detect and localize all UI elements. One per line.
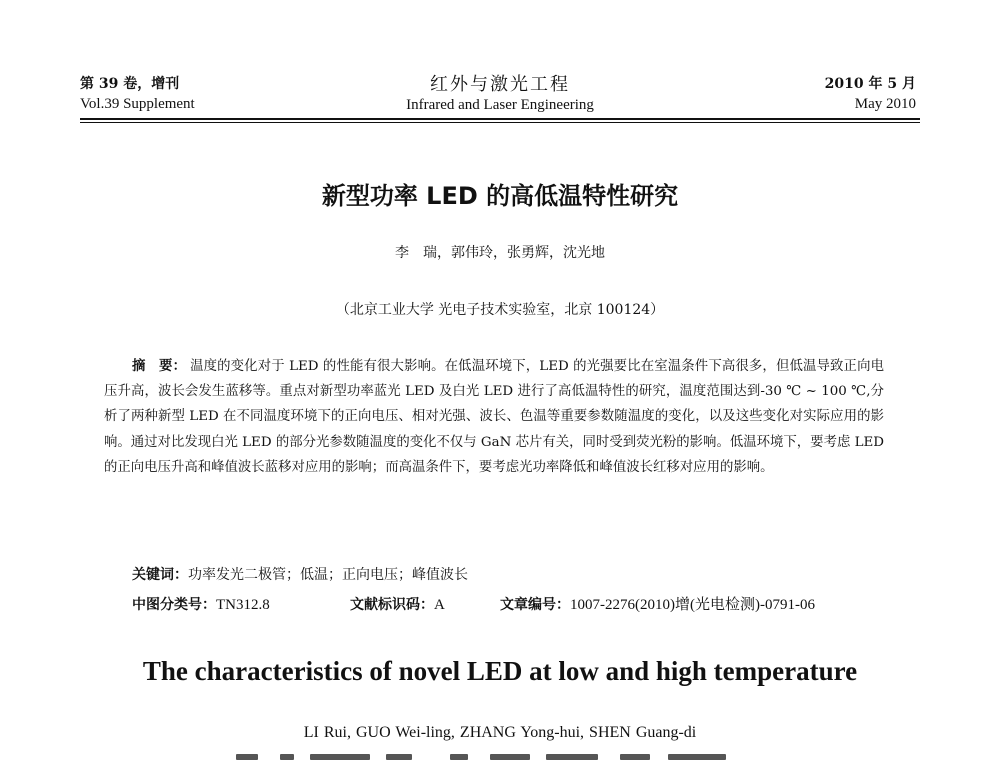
abstract-cn <box>104 354 884 480</box>
keywords-label: 关键词： <box>132 567 188 583</box>
abstract-label: 摘 要： <box>132 359 187 374</box>
journal-header-right <box>825 74 916 114</box>
issue-date-en: May 2010 <box>854 96 916 112</box>
classification-line <box>132 593 892 614</box>
journal-name-cn: 红外与激光工程 <box>430 74 570 95</box>
header-rule-thin <box>80 122 920 123</box>
authors-en: LI Rui, GUO Wei-ling, ZHANG Yong-hui, SHEN Guang-di <box>303 724 697 741</box>
article-no-label: 文章编号： <box>500 597 570 613</box>
volume-cn: 第 39 卷，增刊 <box>80 76 180 92</box>
journal-name-en: Infrared and Laser Engineering <box>406 97 594 113</box>
clc-value: TN312.8 <box>216 597 270 613</box>
paper-title-en: The characteristics of novel LED at low and high temperature <box>142 656 858 686</box>
abstract-text: 温度的变化对于 LED 的性能有很大影响。在低温环境下，LED 的光强要比在室温条件下高很多，但低温导致正向电压升高，波长会发生蓝移等。重点对新型功率蓝光 LED 及白光 LED 进行了高低温特性的研究，温度范围达到-30 ℃ ~ 100 ℃,分析了两种新型 LED 在不同温度环境下的正向电压、相对光强、波长、色温等重要参数随温度的变化，以及这些变化对实际应用的影响。通过对比发现白光 LED 的部分光参数随温度的变化不仅与 GaN 芯片有关，同时受到荧光粉的影响。低温环境下，要考虑 LED 的正向电压升高和峰值波长蓝移对应用的影响；而高温条件下，要考虑光功率降低和峰值波长红移对应用的影响。 <box>104 359 885 475</box>
clc-label: 中图分类号： <box>132 597 216 613</box>
keywords-value: 功率发光二极管；低温；正向电压；峰值波长 <box>188 567 468 583</box>
issue-date-cn: 2010 年 5 月 <box>824 76 916 92</box>
paper-title-cn: 新型功率 LED 的高低温特性研究 <box>321 182 679 210</box>
affiliation-cn: （北京工业大学 光电子技术实验室，北京 100124） <box>335 302 665 318</box>
header-rule-thick <box>80 118 920 120</box>
doc-code-value: A <box>434 597 445 613</box>
keywords-line <box>132 564 468 584</box>
volume-en: Vol.39 Supplement <box>80 96 195 112</box>
article-no-value: 1007-2276(2010)增(光电检测)-0791-06 <box>570 597 815 613</box>
doc-code-label: 文献标识码： <box>350 597 434 613</box>
affiliation-en-cropped <box>228 750 768 760</box>
authors-cn: 李 瑞，郭伟玲，张勇辉，沈光地 <box>395 245 605 261</box>
